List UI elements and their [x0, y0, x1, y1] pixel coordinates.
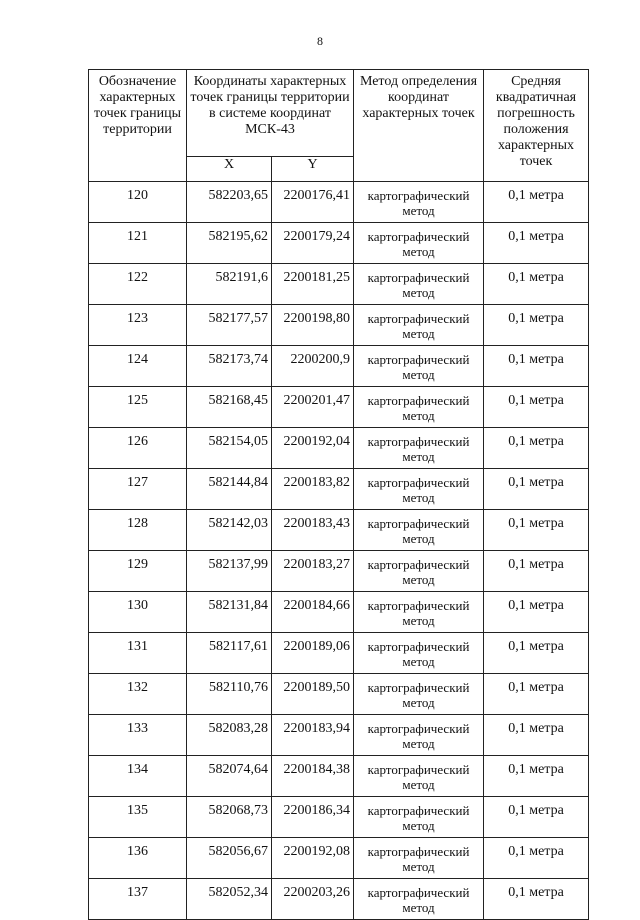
- table-row: [89, 346, 589, 387]
- method-cell: картографический метод: [354, 633, 484, 674]
- point-id-cell: 136: [89, 838, 187, 879]
- table-row: [89, 633, 589, 674]
- method-cell: картографический метод: [354, 715, 484, 756]
- table-row: [89, 469, 589, 510]
- method-cell: картографический метод: [354, 428, 484, 469]
- header-x: X: [187, 157, 272, 182]
- y-coordinate-cell: 2200183,43: [272, 510, 354, 551]
- table-row: [89, 223, 589, 264]
- table-row: [89, 182, 589, 223]
- y-coordinate-cell: 2200186,34: [272, 797, 354, 838]
- table-row: [89, 551, 589, 592]
- point-id-cell: 124: [89, 346, 187, 387]
- x-coordinate-cell: 582052,34: [187, 879, 272, 920]
- method-cell: картографический метод: [354, 879, 484, 920]
- table-row: [89, 428, 589, 469]
- accuracy-cell: 0,1 метра: [484, 838, 589, 879]
- x-coordinate-cell: 582168,45: [187, 387, 272, 428]
- x-coordinate-cell: 582142,03: [187, 510, 272, 551]
- y-coordinate-cell: 2200183,94: [272, 715, 354, 756]
- accuracy-cell: 0,1 метра: [484, 879, 589, 920]
- header-accuracy: Средняя квадратичная погрешность положения характерных точек: [484, 70, 589, 182]
- method-cell: картографический метод: [354, 305, 484, 346]
- point-id-cell: 130: [89, 592, 187, 633]
- method-cell: картографический метод: [354, 223, 484, 264]
- y-coordinate-cell: 2200179,24: [272, 223, 354, 264]
- y-coordinate-cell: 2200203,26: [272, 879, 354, 920]
- table-row: [89, 838, 589, 879]
- method-cell: картографический метод: [354, 510, 484, 551]
- table-row: [89, 674, 589, 715]
- table-row: [89, 387, 589, 428]
- x-coordinate-cell: 582131,84: [187, 592, 272, 633]
- x-coordinate-cell: 582177,57: [187, 305, 272, 346]
- x-coordinate-cell: 582074,64: [187, 756, 272, 797]
- x-coordinate-cell: 582144,84: [187, 469, 272, 510]
- x-coordinate-cell: 582173,74: [187, 346, 272, 387]
- x-coordinate-cell: 582191,6: [187, 264, 272, 305]
- x-coordinate-cell: 582110,76: [187, 674, 272, 715]
- page-number: 8: [317, 34, 323, 48]
- point-id-cell: 131: [89, 633, 187, 674]
- y-coordinate-cell: 2200201,47: [272, 387, 354, 428]
- method-cell: картографический метод: [354, 838, 484, 879]
- accuracy-cell: 0,1 метра: [484, 674, 589, 715]
- y-coordinate-cell: 2200200,9: [272, 346, 354, 387]
- table-body: [89, 182, 589, 920]
- accuracy-cell: 0,1 метра: [484, 756, 589, 797]
- x-coordinate-cell: 582117,61: [187, 633, 272, 674]
- y-coordinate-cell: 2200198,80: [272, 305, 354, 346]
- y-coordinate-cell: 2200181,25: [272, 264, 354, 305]
- header-coordinates: Координаты характерных точек границы территории в системе координат МСК-43: [187, 70, 354, 157]
- point-id-cell: 121: [89, 223, 187, 264]
- method-cell: картографический метод: [354, 551, 484, 592]
- point-id-cell: 127: [89, 469, 187, 510]
- point-id-cell: 137: [89, 879, 187, 920]
- point-id-cell: 133: [89, 715, 187, 756]
- x-coordinate-cell: 582083,28: [187, 715, 272, 756]
- method-cell: картографический метод: [354, 797, 484, 838]
- point-id-cell: 120: [89, 182, 187, 223]
- method-cell: картографический метод: [354, 469, 484, 510]
- x-coordinate-cell: 582056,67: [187, 838, 272, 879]
- method-cell: картографический метод: [354, 346, 484, 387]
- method-cell: картографический метод: [354, 674, 484, 715]
- y-coordinate-cell: 2200189,06: [272, 633, 354, 674]
- y-coordinate-cell: 2200183,82: [272, 469, 354, 510]
- table-row: [89, 305, 589, 346]
- method-cell: картографический метод: [354, 387, 484, 428]
- table-row: [89, 797, 589, 838]
- accuracy-cell: 0,1 метра: [484, 510, 589, 551]
- header-y: Y: [272, 157, 354, 182]
- point-id-cell: 126: [89, 428, 187, 469]
- y-coordinate-cell: 2200189,50: [272, 674, 354, 715]
- accuracy-cell: 0,1 метра: [484, 633, 589, 674]
- table-row: [89, 264, 589, 305]
- y-coordinate-cell: 2200192,04: [272, 428, 354, 469]
- point-id-cell: 123: [89, 305, 187, 346]
- point-id-cell: 125: [89, 387, 187, 428]
- y-coordinate-cell: 2200192,08: [272, 838, 354, 879]
- accuracy-cell: 0,1 метра: [484, 551, 589, 592]
- x-coordinate-cell: 582203,65: [187, 182, 272, 223]
- point-id-cell: 128: [89, 510, 187, 551]
- accuracy-cell: 0,1 метра: [484, 428, 589, 469]
- table-row: [89, 510, 589, 551]
- accuracy-cell: 0,1 метра: [484, 469, 589, 510]
- table-row: [89, 715, 589, 756]
- y-coordinate-cell: 2200184,66: [272, 592, 354, 633]
- header-designation: Обозначение характерных точек границы территории: [89, 70, 187, 182]
- method-cell: картографический метод: [354, 182, 484, 223]
- accuracy-cell: 0,1 метра: [484, 182, 589, 223]
- table-row: [89, 592, 589, 633]
- table-row: [89, 879, 589, 920]
- y-coordinate-cell: 2200184,38: [272, 756, 354, 797]
- header-method: Метод определения координат характерных точек: [354, 70, 484, 182]
- x-coordinate-cell: 582068,73: [187, 797, 272, 838]
- accuracy-cell: 0,1 метра: [484, 592, 589, 633]
- point-id-cell: 135: [89, 797, 187, 838]
- x-coordinate-cell: 582137,99: [187, 551, 272, 592]
- point-id-cell: 129: [89, 551, 187, 592]
- y-coordinate-cell: 2200183,27: [272, 551, 354, 592]
- point-id-cell: 122: [89, 264, 187, 305]
- x-coordinate-cell: 582195,62: [187, 223, 272, 264]
- accuracy-cell: 0,1 метра: [484, 264, 589, 305]
- method-cell: картографический метод: [354, 756, 484, 797]
- method-cell: картографический метод: [354, 264, 484, 305]
- point-id-cell: 132: [89, 674, 187, 715]
- accuracy-cell: 0,1 метра: [484, 797, 589, 838]
- y-coordinate-cell: 2200176,41: [272, 182, 354, 223]
- x-coordinate-cell: 582154,05: [187, 428, 272, 469]
- method-cell: картографический метод: [354, 592, 484, 633]
- point-id-cell: 134: [89, 756, 187, 797]
- table-row: [89, 756, 589, 797]
- accuracy-cell: 0,1 метра: [484, 223, 589, 264]
- coordinates-table: [88, 69, 589, 920]
- accuracy-cell: 0,1 метра: [484, 305, 589, 346]
- accuracy-cell: 0,1 метра: [484, 715, 589, 756]
- accuracy-cell: 0,1 метра: [484, 387, 589, 428]
- accuracy-cell: 0,1 метра: [484, 346, 589, 387]
